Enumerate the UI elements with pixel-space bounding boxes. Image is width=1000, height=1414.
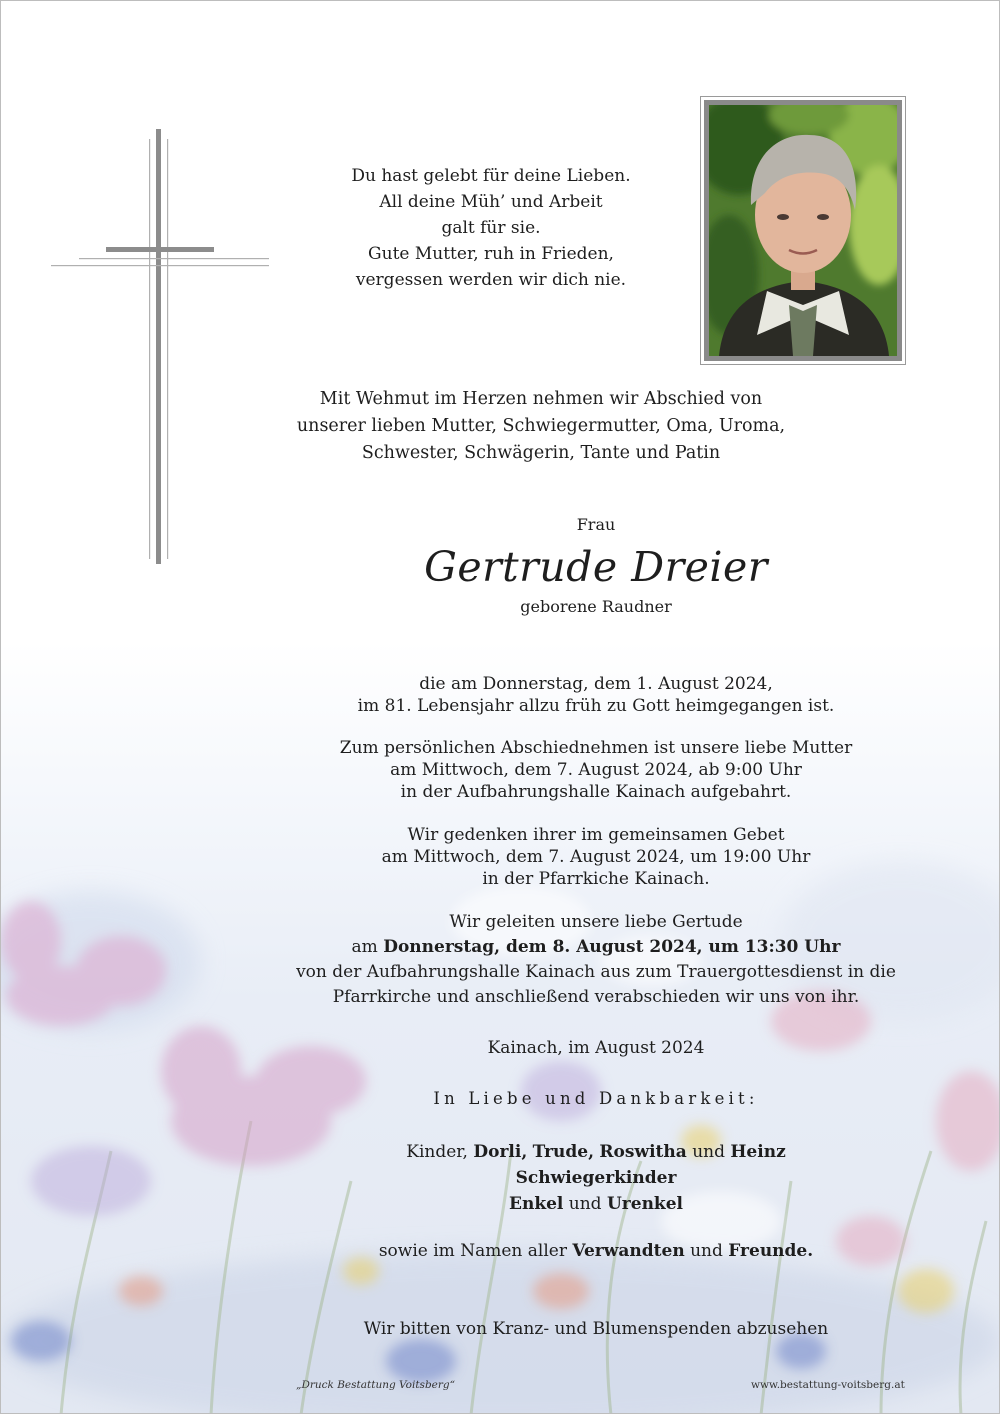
friends: Freunde. bbox=[728, 1241, 814, 1261]
cross-icon bbox=[51, 129, 271, 564]
poem-line: Du hast gelebt für deine Lieben. bbox=[351, 166, 631, 186]
in-laws: Schwiegerkinder bbox=[515, 1168, 677, 1188]
grandchildren: Enkel bbox=[509, 1194, 564, 1214]
children-line bbox=[331, 1139, 861, 1165]
poem-line: vergessen werden wir dich nie. bbox=[355, 270, 627, 290]
donation-request: Wir bitten von Kranz- und Blumenspenden abzusehen bbox=[363, 1319, 829, 1339]
prayer-line: in der Pfarrkiche Kainach. bbox=[482, 869, 710, 889]
thanks-heading: In Liebe und Dankbarkeit: bbox=[433, 1089, 759, 1108]
funeral-date-prefix: am bbox=[351, 937, 378, 957]
printer-credit: „Druck Bestattung Voitsberg“ bbox=[296, 1379, 455, 1391]
poem-line: galt für sie. bbox=[441, 218, 541, 238]
viewing-line: am Mittwoch, dem 7. August 2024, ab 9:00 Uhr bbox=[390, 760, 802, 780]
farewell-intro bbox=[251, 386, 831, 467]
in-laws-line bbox=[331, 1165, 861, 1191]
funeral-date-line bbox=[196, 935, 996, 960]
place-date: Kainach, im August 2024 bbox=[487, 1038, 705, 1058]
family-list bbox=[331, 1139, 861, 1217]
viewing-notice bbox=[251, 737, 941, 803]
death-notice bbox=[251, 673, 941, 717]
portrait-photo-frame bbox=[700, 96, 906, 365]
viewing-line: in der Aufbahrungshalle Kainach aufgebahrt. bbox=[400, 782, 792, 802]
funeral-notice bbox=[196, 910, 996, 1010]
intro-line: Schwester, Schwägerin, Tante und Patin bbox=[361, 443, 721, 463]
viewing-line: Zum persönlichen Abschiednehmen ist unsere liebe Mutter bbox=[339, 738, 853, 758]
prayer-line: Wir gedenken ihrer im gemeinsamen Gebet bbox=[407, 825, 785, 845]
poem-line: Gute Mutter, ruh in Frieden, bbox=[368, 244, 614, 264]
death-notice-line: im 81. Lebensjahr allzu früh zu Gott heimgegangen ist. bbox=[357, 696, 835, 716]
funeral-line: Wir geleiten unsere liebe Gertude bbox=[449, 912, 743, 932]
birth-name: geborene Raudner bbox=[520, 597, 672, 616]
conjunction: und bbox=[568, 1194, 602, 1214]
death-notice-line: die am Donnerstag, dem 1. August 2024, bbox=[419, 674, 773, 694]
deceased-name: Gertrude Dreier bbox=[424, 543, 768, 591]
intro-line: Mit Wehmut im Herzen nehmen wir Abschied von bbox=[319, 389, 763, 409]
child-name: Trude, bbox=[532, 1142, 595, 1162]
great-grandchildren: Urenkel bbox=[606, 1194, 683, 1214]
website-link[interactable]: www.bestattung-voitsberg.at bbox=[751, 1379, 905, 1391]
funeral-line: Pfarrkirche und anschließend verabschieden wir uns von ihr. bbox=[332, 987, 860, 1007]
intro-line: unserer lieben Mutter, Schwiegermutter, Oma, Uroma, bbox=[296, 416, 786, 436]
prayer-notice bbox=[251, 824, 941, 890]
portrait-image bbox=[709, 105, 897, 356]
grandchildren-line bbox=[331, 1191, 861, 1217]
conjunction: und bbox=[690, 1241, 723, 1261]
salutation: Frau bbox=[576, 515, 616, 534]
children-prefix: Kinder, bbox=[406, 1142, 468, 1162]
child-name: Dorli, bbox=[473, 1142, 528, 1162]
conjunction: und bbox=[692, 1142, 725, 1162]
poem-line: All deine Müh’ und Arbeit bbox=[379, 192, 603, 212]
relatives: Verwandten bbox=[572, 1241, 685, 1261]
relatives-line bbox=[301, 1240, 891, 1262]
child-name: Roswitha bbox=[599, 1142, 687, 1162]
prayer-line: am Mittwoch, dem 7. August 2024, um 19:00 Uhr bbox=[381, 847, 811, 867]
funeral-date: Donnerstag, dem 8. August 2024, um 13:30 Uhr bbox=[383, 937, 841, 957]
poem bbox=[301, 163, 681, 293]
portrait-photo bbox=[704, 100, 902, 361]
relatives-prefix: sowie im Namen aller bbox=[378, 1241, 567, 1261]
funeral-line: von der Aufbahrungshalle Kainach aus zum Trauergottesdienst in die bbox=[296, 962, 896, 982]
child-name: Heinz bbox=[730, 1142, 786, 1162]
